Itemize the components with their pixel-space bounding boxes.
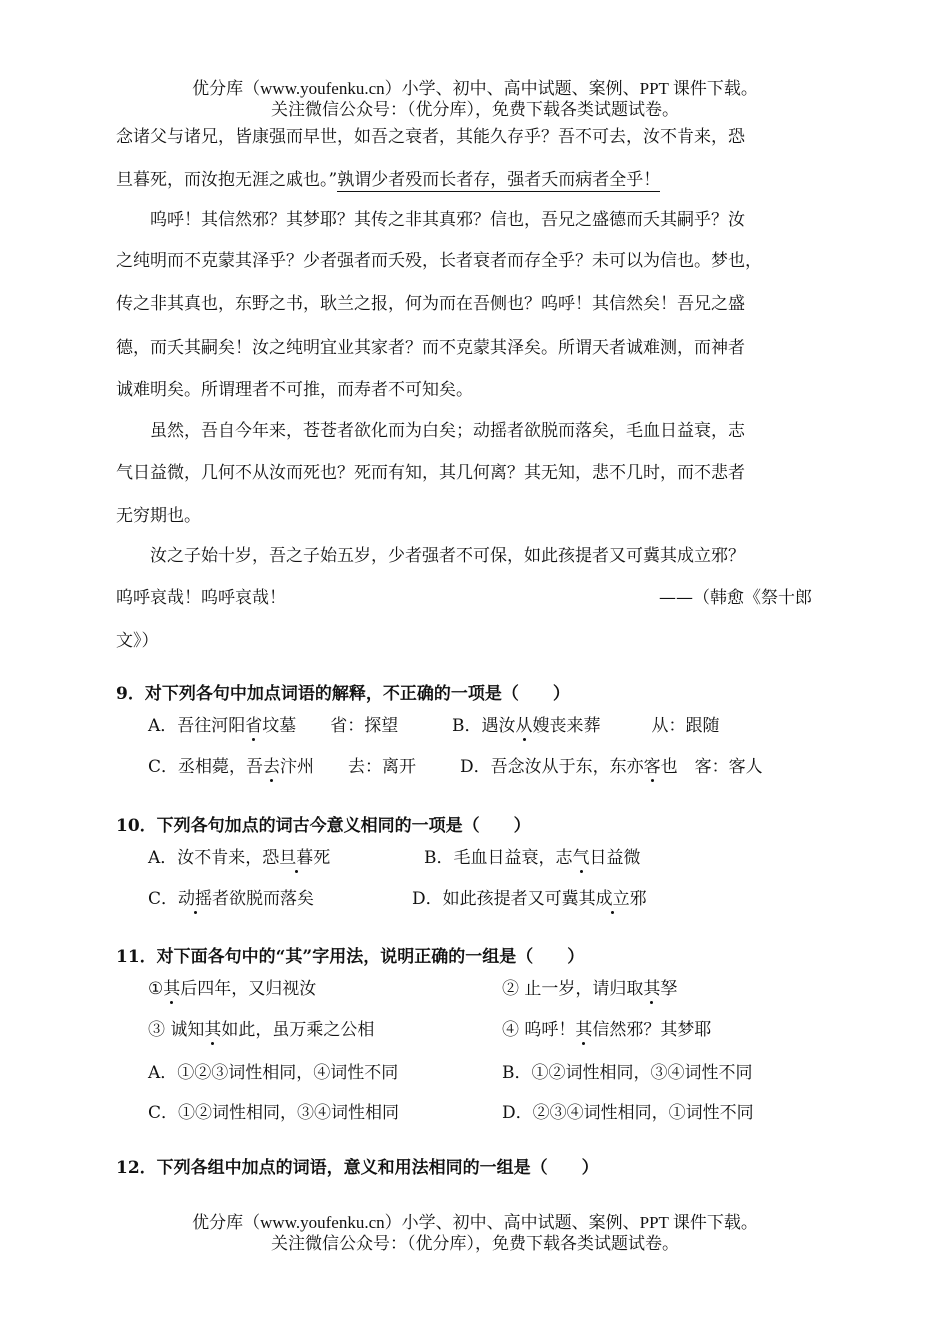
q10-option-b	[424, 843, 641, 868]
q11-sentence-2	[502, 974, 677, 999]
passage-line: 之纯明而不克蒙其泽乎？少者强者而夭殁，长者衰者而存全乎？未可以为信也。梦也，	[116, 251, 762, 271]
dotted-word: 成立	[596, 884, 630, 909]
option-text: ③ 诚知	[148, 1020, 205, 1040]
passage-source: ——（韩愈《祭十郎	[659, 588, 812, 608]
dotted-word: 客	[644, 752, 661, 777]
option-text: ② 止一岁，请归取	[502, 979, 644, 999]
dotted-word: 其	[204, 1015, 221, 1040]
q11-option-a: A．①②③词性相同，④词性不同	[148, 1063, 399, 1083]
footer-line-2: 关注微信公众号：（优分库），免费下载各类试题试卷。	[271, 1234, 679, 1253]
q10-option-a	[148, 843, 330, 868]
option-text: A．吾往河阳	[148, 716, 246, 736]
passage-source-cont: 文》）	[116, 631, 159, 651]
dotted-word: 其	[643, 974, 660, 999]
q9-option-b	[452, 711, 720, 736]
option-text: 者欲脱而落矣	[212, 889, 315, 909]
option-text: 日益微	[589, 848, 641, 868]
dotted-word: 去	[263, 752, 280, 777]
option-text: D．如此孩提者又可冀其	[412, 889, 596, 909]
q11-sentence-3	[148, 1015, 374, 1040]
passage-line: 无穷期也。	[116, 506, 201, 526]
question-9-title: 9．对下列各句中加点词语的解释，不正确的一项是（ ）	[116, 684, 570, 704]
option-text: 邪	[629, 889, 647, 909]
passage-line: 诚难明矣。所谓理者不可推，而寿者不可知矣。	[116, 380, 473, 400]
q10-option-c	[148, 884, 314, 909]
option-text: ①	[148, 979, 164, 999]
q11-option-c: C．①②词性相同，③④词性相同	[148, 1103, 400, 1123]
passage-line: 德，而夭其嗣矣！汝之纯明宜业其家者？而不克蒙其泽矣。所谓天者诚难测，而神者	[116, 338, 745, 358]
question-11-title: 11．对下面各句中的“其”字用法，说明正确的一组是（ ）	[116, 947, 585, 967]
passage-line: 念诸父与诸兄，皆康强而早世，如吾之衰者，其能久存乎？吾不可去，汝不肯来，恐	[116, 127, 745, 147]
passage-line	[116, 165, 660, 190]
passage-line: 呜呼哀哉！呜呼哀哉！	[116, 588, 286, 608]
page-header	[0, 78, 950, 120]
passage-line: 传之非其真也，东野之书，耿兰之报，何为而在吾侧也？呜呼！其信然矣！吾兄之盛	[116, 294, 745, 314]
passage-line: 呜呼！其信然邪？其梦耶？其传之非其真邪？信也，吾兄之盛德而夭其嗣乎？汝	[150, 210, 745, 230]
dotted-word: 省	[245, 711, 262, 736]
page-footer	[0, 1212, 950, 1254]
option-text: B．毛血日益衰，志	[424, 848, 573, 868]
question-12-title: 12．下列各组中加点的词语，意义和用法相同的一组是（ ）	[116, 1158, 599, 1178]
passage-text: 旦暮死，而汝抱无涯之戚也。”	[116, 170, 338, 190]
option-text: 也 客：客人	[660, 757, 763, 777]
option-text: D．吾念汝从于东，东亦	[460, 757, 644, 777]
option-text: C．	[148, 889, 179, 909]
option-text: B．遇汝	[452, 716, 516, 736]
q11-option-b: B．①②词性相同，③④词性不同	[502, 1063, 753, 1083]
option-text: 后四年，又归视汝	[180, 979, 317, 999]
question-10-title: 10．下列各句加点的词古今意义相同的一项是（ ）	[116, 816, 531, 836]
option-text: 汴州 去：离开	[280, 757, 417, 777]
dotted-word: 其	[575, 1015, 592, 1040]
option-text: C．丞相薨，吾	[148, 757, 264, 777]
dotted-word: 旦暮	[279, 843, 313, 868]
dotted-word: 气	[573, 843, 590, 868]
header-line-1: 优分库（www.youfenku.cn）小学、初中、高中试题、案例、PPT 课件下载。	[192, 79, 758, 98]
dotted-word: 动摇	[178, 884, 212, 909]
underlined-sentence: 孰谓少者殁而长者存，强者夭而病者全乎！	[337, 170, 661, 190]
option-text: 坟墓 省：探望	[262, 716, 399, 736]
q9-option-d	[460, 752, 763, 777]
dotted-word: 其	[163, 974, 180, 999]
option-text: 嫂丧来葬 从：跟随	[532, 716, 720, 736]
dotted-word: 从	[516, 711, 533, 736]
option-text: ④ 呜呼！	[502, 1020, 576, 1040]
option-text: 如此，虽万乘之公相	[221, 1020, 375, 1040]
q9-option-a	[148, 711, 398, 736]
footer-line-1: 优分库（www.youfenku.cn）小学、初中、高中试题、案例、PPT 课件下载。	[192, 1213, 758, 1232]
passage-line: 虽然，吾自今年来，苍苍者欲化而为白矣；动摇者欲脱而落矣，毛血日益衰，志	[150, 421, 745, 441]
q11-sentence-1	[148, 974, 316, 999]
header-line-2: 关注微信公众号：（优分库），免费下载各类试题试卷。	[271, 100, 679, 119]
option-text: A．汝不肯来，恐	[148, 848, 280, 868]
option-text: 信然邪？其梦耶	[592, 1020, 712, 1040]
option-text: 孥	[660, 979, 678, 999]
passage-line: 汝之子始十岁，吾之子始五岁，少者强者不可保，如此孩提者又可冀其成立邪？	[150, 546, 745, 566]
q10-option-d	[412, 884, 647, 909]
q11-sentence-4	[502, 1015, 711, 1040]
passage-line: 气日益微，几何不从汝而死也？死而有知，其几何离？其无知，悲不几时，而不悲者	[116, 463, 745, 483]
option-text: 死	[313, 848, 331, 868]
q11-option-d: D．②③④词性相同，①词性不同	[502, 1103, 754, 1123]
q9-option-c	[148, 752, 416, 777]
